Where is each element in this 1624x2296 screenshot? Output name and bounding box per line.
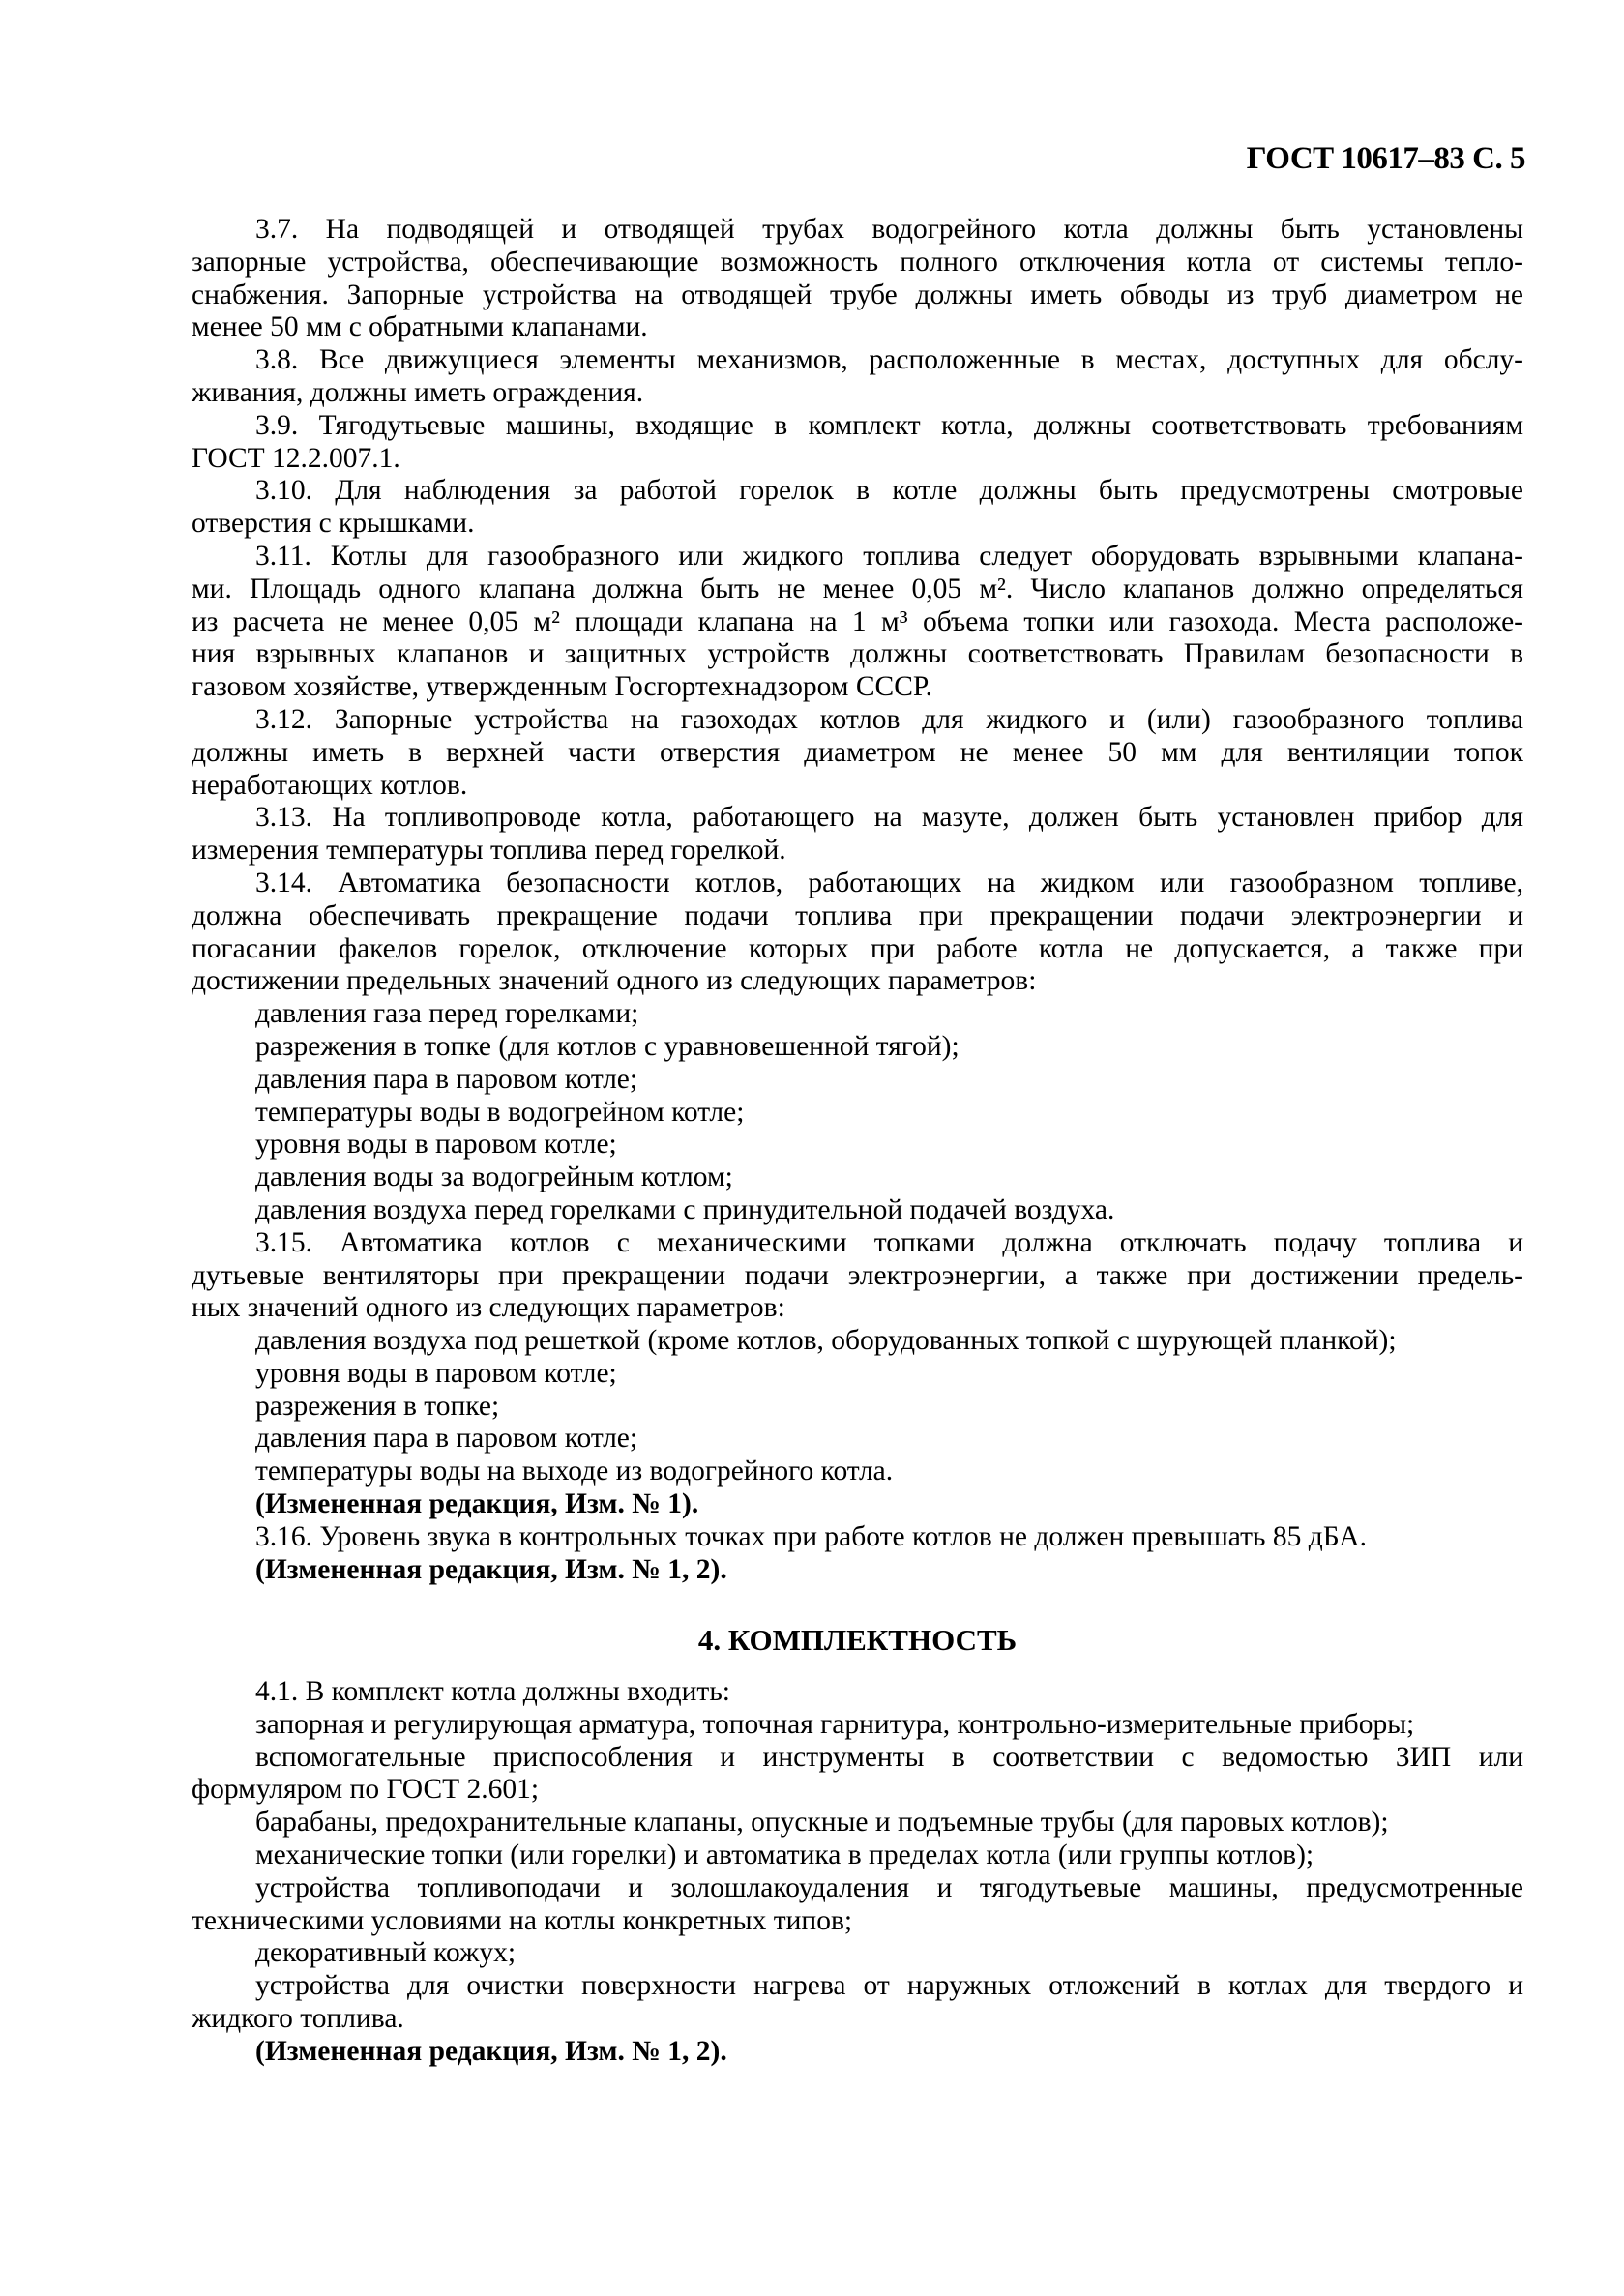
paragraph [192, 1227, 1523, 1325]
paragraph [192, 1521, 1523, 1554]
text-line: (Измененная редакция, Изм. № 1). [255, 1488, 699, 1520]
text-line: техническими условиями на котлы конкретных типов; [192, 1904, 853, 1936]
text-line: должны иметь в верхней части отверстия диаметром не менее 50 мм для вентиляции топок [192, 736, 1523, 768]
text-line: разрежения в топке; [255, 1390, 500, 1422]
paragraph [192, 1709, 1523, 1742]
text-line: из расчета не менее 0,05 м² площади клапана на 1 м³ объема топки или газохода. Места расположе- [192, 605, 1523, 637]
text-line: 3.13. На топливопроводе котла, работающего на мазуте, должен быть установлен прибор для [255, 802, 1523, 834]
paragraph [192, 1937, 1523, 1970]
section-4-body [192, 1676, 1523, 2069]
text-line: (Измененная редакция, Изм. № 1, 2). [255, 1553, 727, 1585]
paragraph [192, 1423, 1523, 1456]
text-line: температуры воды на выходе из водогрейного котла. [255, 1456, 894, 1487]
amendment-note [192, 1554, 1523, 1587]
page-header: ГОСТ 10617–83 С. 5 [1246, 141, 1525, 176]
text-line: уровня воды в паровом котле; [255, 1357, 617, 1389]
section-4-heading: 4. КОМПЛЕКТНОСТЬ [697, 1623, 1018, 1657]
text-line: 4.1. В комплект котла должны входить: [255, 1676, 730, 1707]
text-line: ния взрывных клапанов и защитных устройств должны соответствовать Правилам безопасности в [192, 638, 1523, 670]
paragraph [192, 410, 1523, 476]
paragraph [192, 1194, 1523, 1227]
text-line: неработающих котлов. [192, 769, 468, 801]
text-line: измерения температуры топлива перед горелкой. [192, 835, 786, 867]
text-line: барабаны, предохранительные клапаны, опускные и подъемные трубы (для паровых котлов); [255, 1807, 1389, 1839]
text-line: декоративный кожух; [255, 1937, 517, 1969]
text-line: 3.9. Тягодутьевые машины, входящие в комплект котла, должны соответствовать требованиям [255, 409, 1523, 441]
text-line: разрежения в топке (для котлов с уравновешенной тягой); [255, 1030, 960, 1062]
paragraph [192, 1162, 1523, 1194]
section-3-body [192, 214, 1523, 1586]
paragraph [192, 802, 1523, 868]
text-line: 3.12. Запорные устройства на газоходах котлов для жидкого и (или) газообразного топлива [255, 703, 1523, 735]
text-line: должна обеспечивать прекращение подачи топлива при прекращении подачи электроэнергии и [192, 899, 1523, 931]
paragraph [192, 1391, 1523, 1424]
paragraph [192, 214, 1523, 344]
text-line: погасании факелов горелок, отключение которых при работе котла не допускается, а также при [192, 932, 1523, 964]
paragraph [192, 1742, 1523, 1808]
text-line: устройства топливоподачи и золошлакоудаления и тягодутьевые машины, предусмотренные [255, 1871, 1523, 1903]
text-line: живания, должны иметь ограждения. [192, 376, 644, 408]
text-line: механические топки (или горелки) и автоматика в пределах котла (или группы котлов); [255, 1839, 1314, 1870]
text-line: ми. Площадь одного клапана должна быть не менее 0,05 м². Число клапанов должно определяться [192, 573, 1523, 604]
text-line: достижении предельных значений одного из следующих параметров: [192, 965, 1037, 997]
text-line: (Измененная редакция, Изм. № 1, 2). [255, 2035, 727, 2067]
text-line: 3.7. На подводящей и отводящей трубах водогрейного котла должны быть установлены [255, 214, 1523, 245]
amendment-note [192, 1488, 1523, 1521]
text-line: уровня воды в паровом котле; [255, 1129, 617, 1161]
paragraph [192, 998, 1523, 1031]
text-line: запорные устройства, обеспечивающие возможность полного отключения котла от системы тепло- [192, 246, 1523, 278]
paragraph [192, 475, 1523, 541]
text-line: давления пара в паровом котле; [255, 1063, 638, 1095]
text-line: вспомогательные приспособления и инструменты в соответствии с ведомостью ЗИП или [255, 1741, 1523, 1773]
text-line: температуры воды в водогрейном котле; [255, 1096, 745, 1128]
text-line: отверстия с крышками. [192, 508, 475, 540]
paragraph [192, 1456, 1523, 1488]
paragraph [192, 1325, 1523, 1358]
paragraph [192, 1676, 1523, 1709]
text-line: менее 50 мм с обратными клапанами. [192, 311, 648, 343]
text-line: давления воздуха перед горелками с принудительной подачей воздуха. [255, 1193, 1115, 1225]
paragraph [192, 1064, 1523, 1097]
paragraph [192, 1031, 1523, 1064]
paragraph [192, 1872, 1523, 1938]
paragraph [192, 1358, 1523, 1391]
text-line: 3.16. Уровень звука в контрольных точках при работе котлов не должен превышать 85 дБА. [255, 1520, 1367, 1552]
text-line: газовом хозяйстве, утвержденным Госгортехнадзором СССР. [192, 671, 932, 703]
paragraph [192, 868, 1523, 998]
text-line: давления пара в паровом котле; [255, 1423, 638, 1455]
amendment-note [192, 2036, 1523, 2069]
paragraph [192, 1970, 1523, 2036]
text-line: 3.10. Для наблюдения за работой горелок в котле должны быть предусмотрены смотровые [255, 475, 1523, 507]
text-line: запорная и регулирующая арматура, топочная гарнитура, контрольно-измерительные приборы; [255, 1708, 1415, 1740]
paragraph [192, 344, 1523, 410]
text-line: жидкого топлива. [192, 2002, 404, 2034]
text-line: давления воды за водогрейным котлом; [255, 1162, 733, 1193]
paragraph [192, 1097, 1523, 1130]
text-line: снабжения. Запорные устройства на отводящей трубе должны иметь обводы из труб диаметром не [192, 279, 1523, 310]
text-line: 3.8. Все движущиеся элементы механизмов, расположенные в местах, доступных для обслу- [255, 344, 1523, 376]
text-line: 3.15. Автоматика котлов с механическими топками должна отключать подачу топлива и [255, 1226, 1523, 1258]
text-line: ных значений одного из следующих параметров: [192, 1292, 785, 1324]
text-line: устройства для очистки поверхности нагрева от наружных отложений в котлах для твердого и [255, 1970, 1523, 2002]
text-line: формуляром по ГОСТ 2.601; [192, 1774, 540, 1806]
paragraph [192, 1840, 1523, 1872]
text-line: 3.14. Автоматика безопасности котлов, работающих на жидком или газообразном топливе, [255, 867, 1523, 898]
text-line: ГОСТ 12.2.007.1. [192, 442, 400, 474]
paragraph [192, 1129, 1523, 1162]
paragraph [192, 704, 1523, 802]
paragraph [192, 1807, 1523, 1840]
text-line: давления воздуха под решеткой (кроме котлов, оборудованных топкой с шурующей планкой); [255, 1325, 1397, 1357]
text-line: давления газа перед горелками; [255, 998, 639, 1030]
paragraph [192, 541, 1523, 704]
text-line: дутьевые вентиляторы при прекращении подачи электроэнергии, а также при достижении предель- [192, 1259, 1523, 1291]
text-line: 3.11. Котлы для газообразного или жидкого топлива следует оборудовать взрывными клапана- [255, 540, 1523, 572]
